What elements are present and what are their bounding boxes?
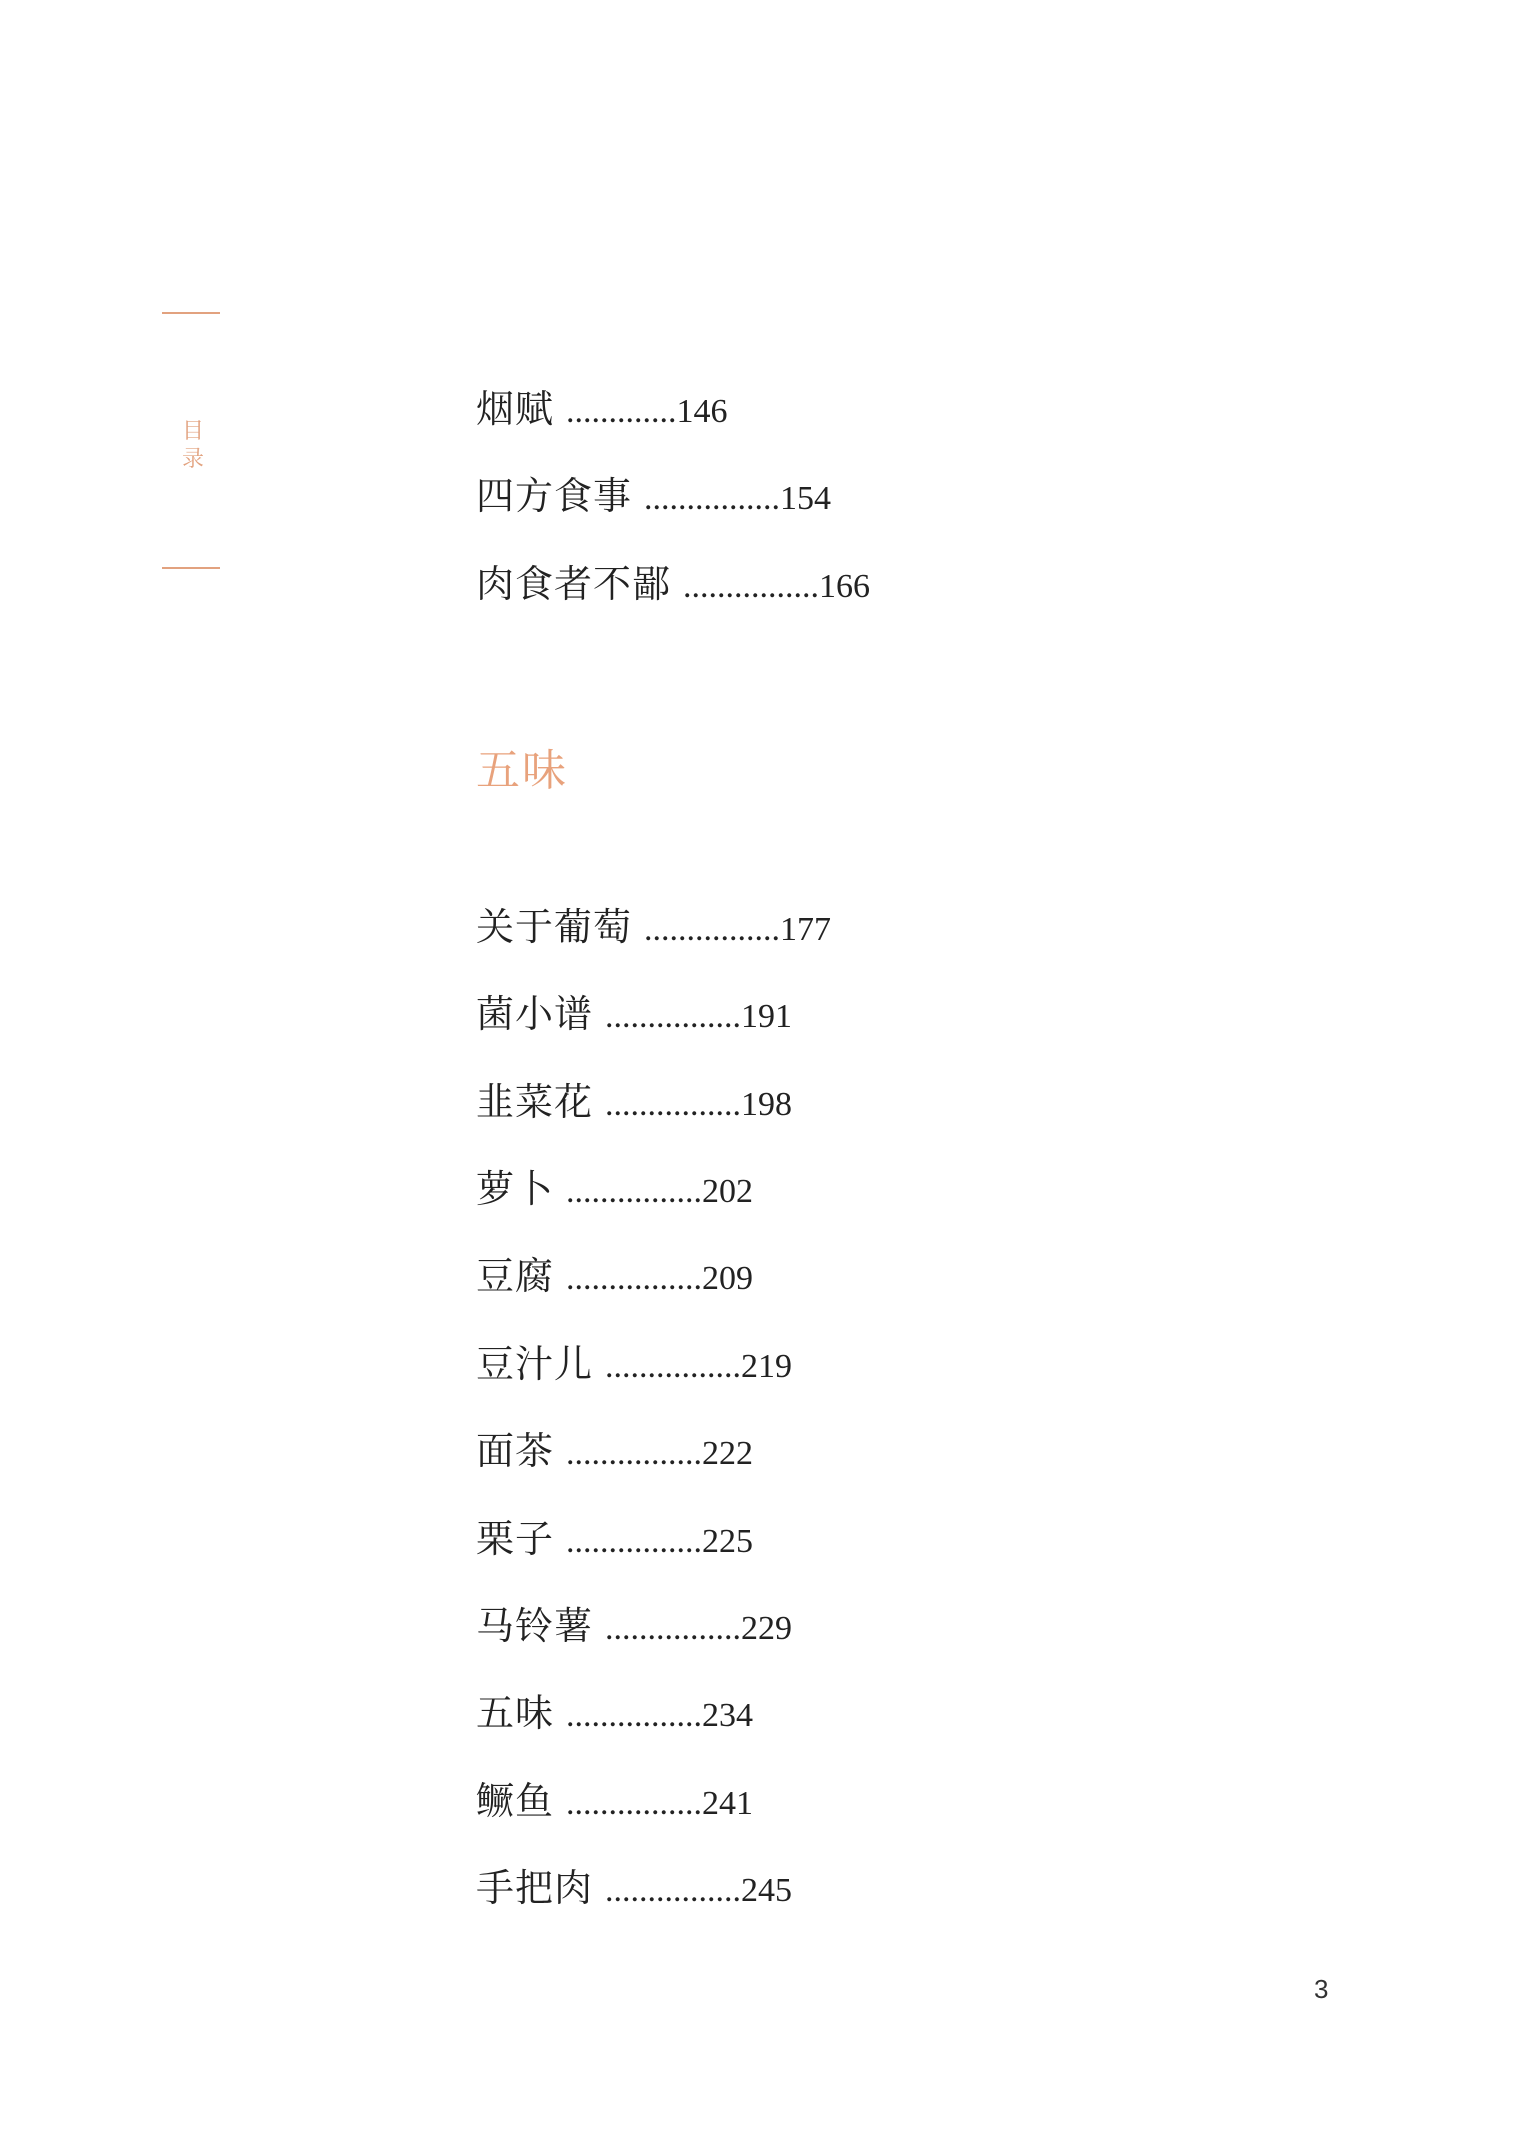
toc-entry-leader: .............: [566, 393, 677, 430]
page-number: 3: [1314, 1974, 1329, 2004]
toc-entry-page: 219: [741, 1348, 793, 1385]
toc-entry-page: 146: [676, 393, 728, 430]
toc-entry[interactable]: [476, 562, 871, 606]
toc-entry-title: 豆汁儿: [476, 1342, 594, 1386]
toc-entry[interactable]: [476, 905, 832, 949]
toc-entry-title: 韭菜花: [476, 1080, 594, 1124]
toc-entry-leader: ................: [566, 1260, 703, 1297]
toc-entry-title: 关于葡萄: [476, 905, 633, 949]
toc-entry-title: 马铃薯: [476, 1604, 594, 1648]
toc-entry-leader: ................: [566, 1435, 703, 1472]
toc-entry-page: 166: [819, 568, 871, 605]
toc-entry-page: 222: [702, 1435, 754, 1472]
toc-entry-page: 191: [741, 998, 793, 1035]
toc-entry-leader: ................: [605, 1872, 742, 1909]
toc-entry-leader: ................: [605, 1610, 742, 1647]
toc-entry-title: 菌小谱: [476, 992, 594, 1036]
toc-side-label: [176, 418, 210, 474]
toc-entry[interactable]: [476, 1429, 754, 1473]
bottom-divider: [162, 567, 220, 569]
side-label-char-1: 目: [181, 419, 204, 444]
toc-entry-leader: ................: [605, 998, 742, 1035]
top-divider: [162, 312, 220, 314]
toc-entry-leader: ................: [566, 1523, 703, 1560]
toc-entry-title: 萝卜: [476, 1167, 555, 1211]
toc-entry-title: 五味: [476, 1691, 555, 1735]
toc-entry-page: 209: [702, 1260, 754, 1297]
toc-entry-leader: ................: [644, 911, 781, 948]
toc-entry[interactable]: [476, 387, 728, 431]
toc-entry[interactable]: [476, 1604, 793, 1648]
toc-entry-leader: ................: [605, 1348, 742, 1385]
toc-entry-title: 烟赋: [476, 387, 555, 431]
toc-entry-page: 234: [702, 1697, 754, 1734]
toc-entry[interactable]: [476, 1080, 793, 1124]
toc-entry-title: 鳜鱼: [476, 1779, 555, 1823]
toc-entry[interactable]: [476, 1254, 754, 1298]
toc-entry-leader: ................: [566, 1173, 703, 1210]
section-heading: 五味: [476, 745, 568, 796]
toc-entry[interactable]: [476, 1779, 754, 1823]
toc-entry[interactable]: [476, 1167, 754, 1211]
toc-entry-title: 肉食者不鄙: [476, 562, 672, 606]
toc-entry[interactable]: [476, 474, 832, 518]
toc-entry[interactable]: [476, 1691, 754, 1735]
toc-entry-leader: ................: [605, 1086, 742, 1123]
toc-entry-page: 245: [741, 1872, 793, 1909]
side-label-char-2: 录: [181, 447, 204, 472]
toc-entry-page: 225: [702, 1523, 754, 1560]
toc-entry-page: 241: [702, 1785, 754, 1822]
toc-entry-title: 面茶: [476, 1429, 555, 1473]
toc-entry[interactable]: [476, 1866, 793, 1910]
toc-entry[interactable]: [476, 1517, 754, 1561]
toc-entry[interactable]: [476, 1342, 793, 1386]
toc-entry-title: 手把肉: [476, 1866, 594, 1910]
toc-entry-title: 栗子: [476, 1517, 555, 1561]
toc-entry-page: 229: [741, 1610, 793, 1647]
toc-entry-leader: ................: [683, 568, 820, 605]
toc-entry[interactable]: [476, 992, 793, 1036]
toc-entry-leader: ................: [566, 1697, 703, 1734]
toc-entry-page: 154: [780, 480, 832, 517]
toc-entry-page: 198: [741, 1086, 793, 1123]
toc-entry-leader: ................: [644, 480, 781, 517]
toc-entry-title: 豆腐: [476, 1254, 555, 1298]
toc-entry-page: 177: [780, 911, 832, 948]
toc-entry-title: 四方食事: [476, 474, 633, 518]
toc-entry-leader: ................: [566, 1785, 703, 1822]
toc-entry-page: 202: [702, 1173, 754, 1210]
